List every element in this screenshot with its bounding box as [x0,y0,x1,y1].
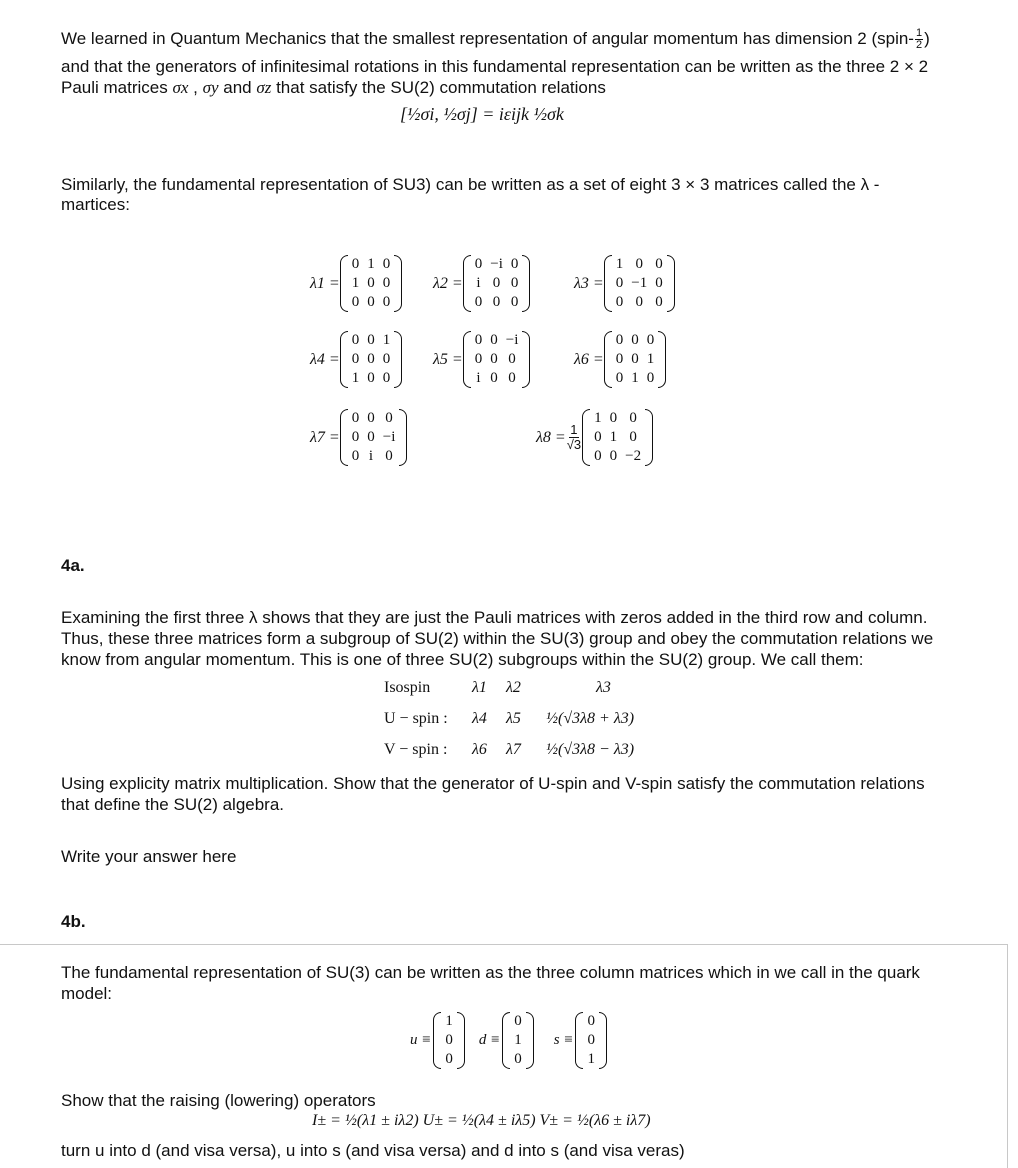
matrix-l3: λ3 = 1 0 0 0 −1 0 0 0 0 [574,255,675,312]
section-4a-label: 4a. [61,556,85,575]
matrix-l4-body: 0 0 1 0 0 0 1 0 0 [340,331,403,388]
matrix-l2: λ2 = 0 −i 0 i 0 0 0 0 0 [433,255,530,312]
matrix-l6: λ6 = 0 0 0 0 0 1 0 1 0 [574,331,666,388]
answer-field[interactable]: Write your answer here [61,847,237,866]
matrix-l7-body: 0 0 0 0 0 −i 0 i 0 [340,409,408,466]
lambda-matrices [300,255,750,490]
matrix-l1: λ1 = 0 1 0 1 0 0 0 0 0 [310,255,402,312]
quark-s: s ≡ 0 0 1 [554,1012,607,1069]
matrix-l2-body: 0 −i 0 i 0 0 0 0 0 [463,255,531,312]
section-4a-para-1: Examining the first three λ shows that they are just the Pauli matrices with zeros added in the third row and column. [61,608,928,627]
sigma-x: σx [172,78,189,97]
section-4a-question-2: that define the SU(2) algebra. [61,795,285,814]
section-divider [0,944,1008,945]
similarly-line-1: Similarly, the fundamental representation of SU3) can be written as a set of eight 3 × 3 matrices called the λ - [61,175,880,194]
matrix-l3-body: 1 0 0 0 −1 0 0 0 0 [604,255,675,312]
l8-prefactor: $\frac{1}{√3}$ [566,422,582,452]
section-4a-question-1: Using explicity matrix multiplication. Show that the generator of U-spin and V-spin satisfy the commutation relations [61,774,925,793]
su2-subgroups-table [384,672,640,765]
commutator-equation: [½σi, ½σj] = iεijk ½σk [400,104,564,124]
intro-line-3: Pauli matrices σx , σy and σz that satisfy the SU(2) commutation relations [61,78,606,97]
matrix-l6-body: 0 0 0 0 0 1 0 1 0 [604,331,667,388]
final-line: turn u into d (and visa versa), u into s (and visa versa) and d into s (and visa veras) [61,1141,685,1160]
quark-vectors [410,1012,607,1069]
quark-u: u ≡ 1 0 0 [410,1012,465,1069]
matrix-l1-body: 0 1 0 1 0 0 0 0 0 [340,255,403,312]
sigma-y: σy [202,78,219,97]
section-4a-para-3: know from angular momentum. This is one of three SU(2) subgroups within the SU(2) group. We call them: [61,650,864,669]
raising-text: Show that the raising (lowering) operators [61,1091,376,1110]
sigma-z: σz [256,78,272,97]
table-row: Isospin λ1 λ2 λ3 [384,678,611,696]
section-4b-label: 4b. [61,912,86,931]
matrix-l8-body: 1 0 0 0 1 0 0 0 −2 [582,409,653,466]
section-4b-para-1: The fundamental representation of SU(3) can be written as the three column matrices which in we call in the quark [61,963,920,982]
section-divider-vertical [1007,944,1008,1168]
matrix-l4: λ4 = 0 0 1 0 0 0 1 0 0 [310,331,402,388]
matrix-l5: λ5 = 0 0 −i 0 0 0 i 0 0 [433,331,530,388]
spin-half-fraction: $\frac{1}{2}$ [915,27,923,52]
raising-operators: I± = ½(λ1 ± iλ2) U± = ½(λ4 ± iλ5) V± = ½(λ6 ± iλ7) [312,1112,651,1129]
table-row: V − spin : λ6 λ7 ½(√3λ8 − λ3) [384,740,635,758]
matrix-l5-body: 0 0 −i 0 0 0 i 0 0 [463,331,531,388]
matrix-l7: λ7 = 0 0 0 0 0 −i 0 i 0 [310,409,407,466]
intro-line-1: We learned in Quantum Mechanics that the smallest representation of angular momentum has dimension 2 (spin- $\frac{1}{2}$ ) [61,27,930,52]
intro-line-2: and that the generators of infinitesimal rotations in this fundamental representation can be written as the three 2 × 2 [61,57,929,76]
section-4a-para-2: Thus, these three matrices form a subgroup of SU(2) within the SU(3) group and obey the commutation relations we [61,629,934,648]
similarly-line-2: martices: [61,195,130,214]
matrix-l8: λ8 = $\frac{1}{√3}$ 1 0 0 0 1 0 0 0 −2 [536,409,653,466]
section-4b-para-2: model: [61,984,113,1003]
table-row: U − spin : λ4 λ5 ½(√3λ8 + λ3) [384,709,635,727]
quark-d: d ≡ 0 1 0 [479,1012,534,1069]
